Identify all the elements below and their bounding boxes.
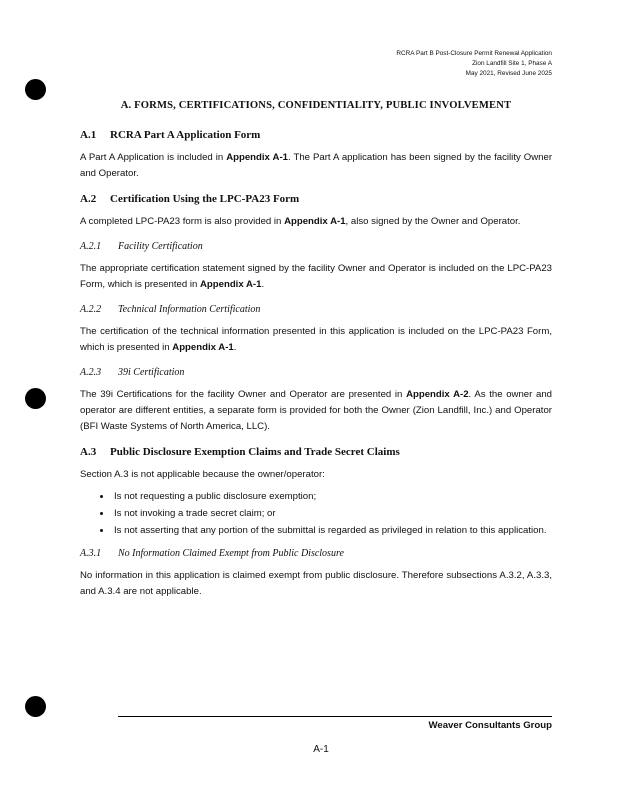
section-a2-3-number: A.2.3	[80, 367, 102, 378]
page-number: A-1	[313, 744, 329, 755]
section-a3-bullet-list	[80, 490, 552, 538]
section-a2-1	[80, 241, 552, 293]
section-a3-1-paragraph: No information in this application is claimed exempt from public disclosure. Therefore subsections A.3.2, A.3.3, and A.3.4 are not applicable.	[80, 570, 552, 597]
text-run: A completed LPC-PA23 form is also provided in	[80, 216, 285, 227]
section-a2-1-paragraph	[80, 261, 552, 293]
appendix-reference: Appendix A-1	[199, 279, 262, 290]
section-a2-1-title: Facility Certification	[118, 241, 203, 252]
section-a3-intro: Section A.3 is not applicable because the owner/operator:	[80, 469, 325, 480]
section-a2-title: Certification Using the LPC-PA23 Form	[110, 193, 300, 205]
text-run: The 39i Certifications for the facility Owner and Operator are presented in	[80, 389, 407, 400]
text-run: . The Part A application has been signed by the facility Owner and Operator.	[80, 152, 553, 179]
section-a3-heading	[80, 446, 552, 458]
section-a2-2	[80, 304, 552, 356]
list-item: • Is not requesting a public disclosure exemption;	[112, 490, 552, 504]
section-a2-2-paragraph	[80, 324, 552, 356]
text-run: .	[233, 342, 237, 353]
appendix-reference: Appendix A-1	[284, 216, 346, 227]
section-a2-paragraph	[80, 214, 552, 230]
section-a1-heading	[80, 129, 552, 141]
section-a1-title: RCRA Part A Application Form	[110, 129, 261, 141]
text-run: A Part A Application is included in	[80, 152, 227, 163]
footer-company: Weaver Consultants Group	[428, 720, 552, 731]
appendix-reference: Appendix A-2	[406, 389, 469, 400]
section-a3	[80, 446, 552, 538]
section-a3-1-title: No Information Claimed Exempt from Public Disclosure	[118, 548, 344, 559]
section-a3-number: A.3	[80, 446, 97, 458]
section-a2-3-title: 39i Certification	[118, 367, 185, 378]
section-a2-2-number: A.2.2	[80, 304, 102, 315]
section-a3-1	[80, 548, 552, 600]
text-run: The appropriate certification statement signed by the facility Owner and Operator is included on the LPC-PA23 Form, which is presented in	[80, 263, 552, 290]
section-a1-paragraph	[80, 150, 552, 182]
header-line-2: Zion Landfill Site 1, Phase A	[472, 60, 552, 67]
section-a2-2-heading	[80, 304, 552, 315]
header-line-1: RCRA Part B Post-Closure Permit Renewal Application	[396, 50, 552, 57]
footer-rule	[118, 716, 552, 717]
header-line-3: May 2021, Revised June 2025	[465, 70, 552, 77]
list-item: • Is not asserting that any portion of the submittal is regarded as privileged in relation to this application.	[112, 524, 552, 538]
section-a1	[80, 129, 552, 182]
text-run: .	[261, 279, 265, 290]
punch-hole-middle	[25, 388, 46, 409]
section-a3-1-number: A.3.1	[80, 548, 102, 559]
text-run: The certification of the technical information presented in this application is included on the LPC-PA23 Form, which is presented in	[80, 326, 552, 353]
section-a2-3-heading	[80, 367, 552, 378]
page-body	[80, 95, 552, 611]
section-a2-1-number: A.2.1	[80, 241, 102, 252]
section-a2-1-heading	[80, 241, 552, 252]
list-item: • Is not invoking a trade secret claim; or	[112, 507, 552, 521]
running-header	[396, 49, 552, 79]
page-title: A. FORMS, CERTIFICATIONS, CONFIDENTIALITY, PUBLIC INVOLVEMENT	[120, 100, 512, 111]
appendix-reference: Appendix A-1	[226, 152, 288, 163]
punch-hole-top	[25, 79, 46, 100]
section-a1-number: A.1	[80, 129, 97, 141]
section-a2-number: A.2	[80, 193, 97, 205]
section-a2-3	[80, 367, 552, 435]
text-run: , also signed by the Owner and Operator.	[345, 216, 521, 227]
section-a2-2-title: Technical Information Certification	[118, 304, 261, 315]
section-a2-heading	[80, 193, 552, 205]
section-a2-3-paragraph	[80, 387, 552, 435]
punch-hole-bottom	[25, 696, 46, 717]
text-run: . As the owner and operator are different entities, a separate form is provided for both the Owner (Zion Landfill, Inc.) and Operator (BFI Waste Systems of North America, LLC).	[80, 389, 553, 432]
appendix-reference: Appendix A-1	[172, 342, 234, 353]
section-a3-1-heading	[80, 548, 552, 559]
section-a2	[80, 193, 552, 230]
section-a3-title: Public Disclosure Exemption Claims and Trade Secret Claims	[110, 446, 400, 458]
